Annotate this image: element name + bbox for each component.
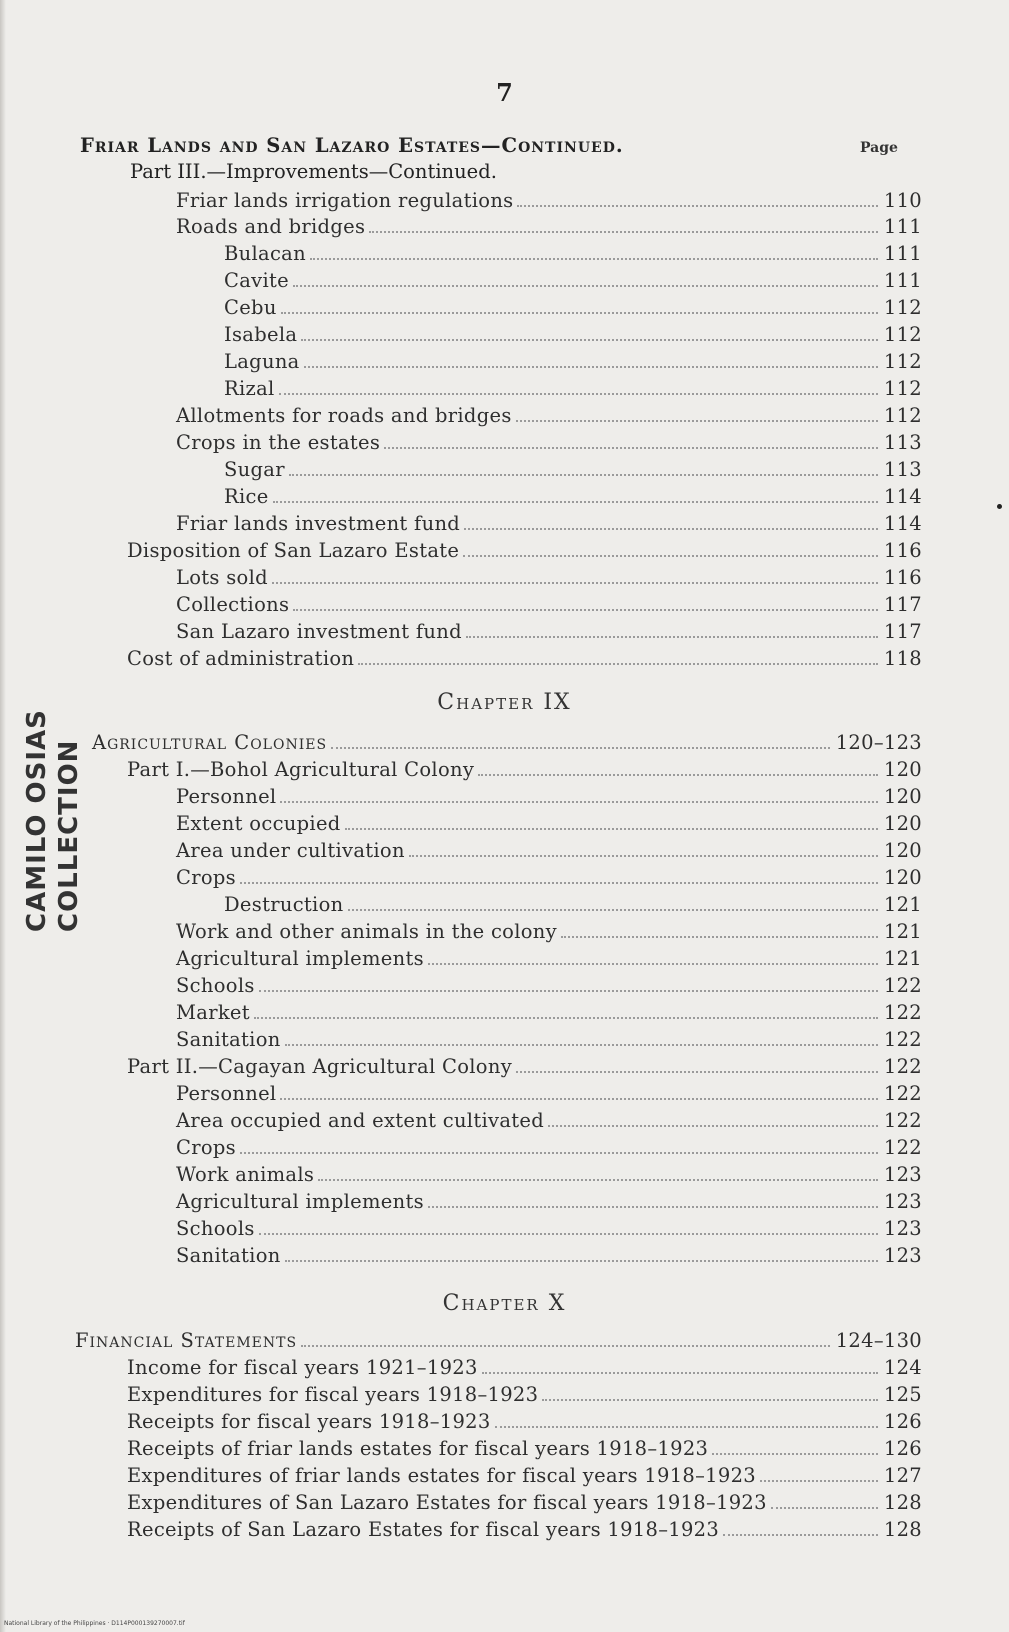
toc-entry-page: 117 (883, 620, 922, 643)
dot-leader (304, 366, 878, 368)
toc-entry-label: Agricultural implements (176, 947, 424, 970)
page-column-header: Page (860, 140, 898, 156)
toc-entry-page: 116 (883, 539, 922, 562)
dot-leader (345, 828, 878, 830)
toc-entry (224, 320, 922, 346)
toc-entry-page: 113 (883, 458, 922, 481)
toc-entry-page: 123 (883, 1190, 922, 1213)
toc-entry-page: 121 (883, 920, 922, 943)
toc-entry-page: 114 (883, 512, 922, 535)
toc-entry (176, 809, 922, 835)
dot-leader (478, 774, 878, 776)
toc-entry (127, 1488, 922, 1514)
toc-entry-page: 112 (883, 404, 922, 427)
toc-entry-page: 118 (883, 647, 922, 670)
toc-entry (176, 1133, 922, 1159)
toc-entry-label: Area occupied and extent cultivated (176, 1109, 545, 1132)
toc-entry (176, 617, 922, 643)
dot-leader (289, 474, 878, 476)
stamp-text: COLLECTION (54, 739, 84, 932)
chapter-heading: Chapter IX (437, 690, 572, 715)
toc-entry (75, 1326, 922, 1352)
toc-entry (176, 1187, 922, 1213)
dot-leader (409, 855, 878, 857)
chapter-heading: Chapter X (442, 1291, 567, 1316)
dot-leader (760, 1480, 878, 1482)
toc-entry-label: Disposition of San Lazaro Estate (127, 539, 460, 562)
collection-stamp (16, 700, 92, 950)
dot-leader (561, 936, 878, 938)
toc-entry (176, 428, 922, 454)
toc-entry-label: Market (176, 1001, 250, 1024)
dot-leader (463, 555, 878, 557)
toc-entry-label: Friar lands investment fund (176, 512, 461, 535)
toc-entry-page: 122 (883, 1136, 922, 1159)
toc-entry-page: 122 (883, 1028, 922, 1051)
toc-entry (176, 782, 922, 808)
dot-leader (285, 1260, 878, 1262)
toc-entry-page: 121 (883, 893, 922, 916)
dot-leader (771, 1507, 878, 1509)
toc-entry (176, 1106, 922, 1132)
toc-entry (176, 186, 922, 212)
toc-entry-label: Destruction (224, 893, 344, 916)
toc-entry (176, 917, 922, 943)
toc-entry (176, 509, 922, 535)
toc-entry-label: Extent occupied (176, 812, 341, 835)
toc-entry (176, 212, 922, 238)
toc-entry-page: 122 (883, 1001, 922, 1024)
toc-entry-page: 117 (883, 593, 922, 616)
toc-entry-label: Agricultural Colonies (92, 731, 328, 754)
part-title: Part III.—Improvements—Continued. (130, 160, 497, 183)
toc-entry-label: Laguna (224, 350, 300, 373)
toc-entry (176, 998, 922, 1024)
toc-entry-page: 126 (883, 1410, 922, 1433)
toc-entry-page: 122 (883, 974, 922, 997)
toc-entry-label: Sugar (224, 458, 285, 481)
toc-entry-page: 128 (883, 1518, 922, 1541)
toc-entry (127, 1353, 922, 1379)
toc-entry (176, 1160, 922, 1186)
toc-entry (176, 1241, 922, 1267)
toc-entry-page: 120 (883, 812, 922, 835)
toc-entry (176, 1025, 922, 1051)
dot-leader (428, 1206, 878, 1208)
dot-leader (280, 801, 877, 803)
toc-entry-page: 112 (883, 323, 922, 346)
dot-leader (516, 1071, 878, 1073)
dot-leader (482, 1372, 878, 1374)
toc-entry (176, 401, 922, 427)
toc-entry (224, 374, 922, 400)
stamp-text: CAMILO OSIAS (22, 709, 52, 932)
toc-entry (176, 971, 922, 997)
toc-entry-label: Expenditures for fiscal years 1918–1923 (127, 1383, 539, 1406)
footer-text: National Library of the Philippines · D114P000139270007.tif (4, 1620, 185, 1627)
toc-entry-page: 124 (883, 1356, 922, 1379)
toc-entry (127, 1052, 922, 1078)
toc-entry-label: Personnel (176, 1082, 277, 1105)
toc-entry-page: 120–123 (835, 731, 922, 754)
toc-entry (224, 455, 922, 481)
toc-entry-page: 116 (883, 566, 922, 589)
toc-entry-page: 120 (883, 839, 922, 862)
dot-leader (466, 636, 878, 638)
toc-entry-label: Cebu (224, 296, 277, 319)
dot-leader (318, 1179, 878, 1181)
toc-entry-label: Crops (176, 866, 236, 889)
toc-entry-page: 112 (883, 377, 922, 400)
dot-leader (464, 528, 878, 530)
toc-entry-page: 111 (883, 269, 922, 292)
toc-entry-page: 123 (883, 1217, 922, 1240)
toc-entry-page: 127 (883, 1464, 922, 1487)
dot-leader (517, 205, 877, 207)
dot-leader (331, 747, 830, 749)
toc-entry-page: 110 (883, 189, 922, 212)
toc-entry-page: 114 (883, 485, 922, 508)
toc-entry-page: 126 (883, 1437, 922, 1460)
toc-entry (127, 644, 922, 670)
toc-entry (127, 1515, 922, 1541)
toc-entry-label: Expenditures of friar lands estates for fiscal years 1918–1923 (127, 1464, 757, 1487)
dot-leader (428, 963, 878, 965)
toc-entry (176, 1214, 922, 1240)
toc-entry-label: Work animals (176, 1163, 315, 1186)
dot-leader (495, 1426, 878, 1428)
dot-leader (542, 1399, 878, 1401)
dot-leader (384, 447, 878, 449)
toc-entry-label: Expenditures of San Lazaro Estates for fiscal years 1918–1923 (127, 1491, 767, 1514)
dot-leader (240, 882, 878, 884)
toc-entry (224, 482, 922, 508)
toc-entry-page: 112 (883, 296, 922, 319)
dot-leader (301, 1345, 830, 1347)
toc-entry-label: Rizal (224, 377, 275, 400)
section-title-main: Friar Lands and San Lazaro Estates (80, 134, 482, 157)
dot-leader (723, 1534, 878, 1536)
toc-entry (224, 890, 922, 916)
toc-entry-label: Sanitation (176, 1244, 281, 1267)
dot-leader (358, 663, 878, 665)
toc-entry (92, 728, 922, 754)
toc-entry-page: 123 (883, 1163, 922, 1186)
toc-entry-label: Personnel (176, 785, 277, 808)
toc-entry-label: Work and other animals in the colony (176, 920, 557, 943)
toc-entry-label: Friar lands irrigation regulations (176, 189, 514, 212)
dot-leader (310, 258, 878, 260)
dot-leader (281, 312, 878, 314)
toc-entry-page: 121 (883, 947, 922, 970)
toc-entry (127, 536, 922, 562)
toc-entry (224, 239, 922, 265)
toc-entry-page: 111 (883, 215, 922, 238)
toc-entry-page: 113 (883, 431, 922, 454)
dot-leader (279, 393, 878, 395)
toc-entry (127, 1407, 922, 1433)
toc-entry-label: Lots sold (176, 566, 268, 589)
toc-entry-label: Schools (176, 974, 255, 997)
toc-entry-page: 122 (883, 1109, 922, 1132)
toc-entry (176, 563, 922, 589)
toc-entry-label: Part II.—Cagayan Agricultural Colony (127, 1055, 513, 1078)
dot-leader (259, 1233, 878, 1235)
dot-leader (273, 501, 878, 503)
toc-entry-page: 111 (883, 242, 922, 265)
toc-entry-page: 122 (883, 1082, 922, 1105)
section-title (80, 134, 624, 157)
dot-leader (516, 420, 878, 422)
dot-leader (369, 231, 878, 233)
toc-entry-page: 122 (883, 1055, 922, 1078)
toc-entry-label: Part I.—Bohol Agricultural Colony (127, 758, 475, 781)
toc-entry (176, 1079, 922, 1105)
dot-leader (548, 1125, 878, 1127)
toc-entry (224, 347, 922, 373)
dot-leader (285, 1044, 878, 1046)
toc-entry-page: 120 (883, 758, 922, 781)
toc-entry-page: 123 (883, 1244, 922, 1267)
toc-entry-label: Crops (176, 1136, 236, 1159)
toc-entry-label: Crops in the estates (176, 431, 381, 454)
toc-entry (224, 293, 922, 319)
toc-entry-page: 124–130 (835, 1329, 922, 1352)
dot-leader (254, 1017, 878, 1019)
toc-entry-label: Income for fiscal years 1921–1923 (127, 1356, 478, 1379)
toc-entry-label: Agricultural implements (176, 1190, 424, 1213)
dot-leader (240, 1152, 878, 1154)
toc-entry-label: Isabela (224, 323, 298, 346)
section-title-continued: —Continued. (481, 134, 624, 157)
toc-entry-label: San Lazaro investment fund (176, 620, 462, 643)
toc-entry-label: Collections (176, 593, 290, 616)
toc-entry-label: Roads and bridges (176, 215, 366, 238)
toc-entry-label: Schools (176, 1217, 255, 1240)
toc-entry-label: Cavite (224, 269, 289, 292)
toc-entry (224, 266, 922, 292)
toc-entry-label: Allotments for roads and bridges (176, 404, 512, 427)
toc-entry (127, 1380, 922, 1406)
toc-entry (127, 1434, 922, 1460)
dot-leader (293, 285, 878, 287)
page-edge-shadow (0, 0, 6, 1632)
dot-leader (301, 339, 878, 341)
page-number: 7 (496, 78, 513, 107)
toc-entry (176, 836, 922, 862)
dot-leader (712, 1453, 878, 1455)
toc-entry-page: 112 (883, 350, 922, 373)
toc-entry-label: Rice (224, 485, 269, 508)
ink-dot (997, 504, 1002, 509)
toc-entry (127, 1461, 922, 1487)
toc-entry-label: Bulacan (224, 242, 306, 265)
dot-leader (259, 990, 878, 992)
toc-entry-page: 120 (883, 866, 922, 889)
toc-entry (127, 755, 922, 781)
toc-entry-label: Area under cultivation (176, 839, 405, 862)
toc-entry-page: 128 (883, 1491, 922, 1514)
toc-entry-label: Receipts of friar lands estates for fiscal years 1918–1923 (127, 1437, 709, 1460)
toc-entry (176, 863, 922, 889)
dot-leader (280, 1098, 877, 1100)
toc-entry-label: Receipts of San Lazaro Estates for fiscal years 1918–1923 (127, 1518, 720, 1541)
dot-leader (272, 582, 878, 584)
toc-entry-label: Cost of administration (127, 647, 355, 670)
dot-leader (293, 609, 878, 611)
toc-entry-label: Financial Statements (75, 1329, 298, 1352)
toc-entry-page: 125 (883, 1383, 922, 1406)
toc-entry (176, 590, 922, 616)
toc-entry (176, 944, 922, 970)
dot-leader (348, 909, 878, 911)
toc-entry-label: Sanitation (176, 1028, 281, 1051)
toc-entry-page: 120 (883, 785, 922, 808)
toc-entry-label: Receipts for fiscal years 1918–1923 (127, 1410, 491, 1433)
